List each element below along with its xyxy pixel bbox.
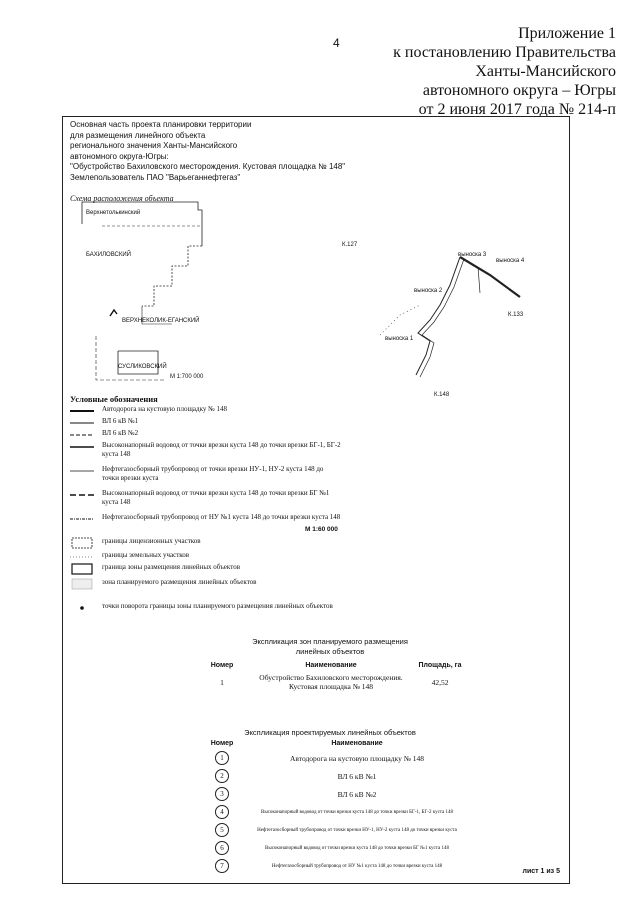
cluster-label: К.127 bbox=[342, 242, 358, 248]
table1-title-line: линейных объектов bbox=[295, 647, 365, 656]
table2-cell-name: ВЛ 6 кВ №2 bbox=[337, 789, 377, 799]
row-number-circle: 3 bbox=[215, 787, 229, 801]
legend-text: Автодорога на кустовую площадку № 148 bbox=[102, 405, 228, 413]
overview-scheme bbox=[62, 196, 242, 386]
table1-title bbox=[200, 637, 460, 657]
legend-symbol bbox=[70, 563, 94, 575]
legend-symbol bbox=[70, 517, 94, 521]
sheet-number: лист 1 из 5 bbox=[522, 868, 560, 875]
legend-title: Условные обозначения bbox=[70, 394, 158, 404]
legend-symbol bbox=[70, 555, 94, 559]
callout-label: выноска 2 bbox=[414, 288, 443, 294]
row-number-circle: 5 bbox=[215, 823, 229, 837]
legend-item bbox=[70, 563, 342, 572]
table-row bbox=[196, 749, 466, 767]
legend-item bbox=[70, 417, 342, 426]
map-label: БАХИЛОВСКИЙ bbox=[86, 252, 131, 258]
row-number-circle: 2 bbox=[215, 769, 229, 783]
legend-symbol bbox=[70, 421, 94, 425]
table-row bbox=[196, 803, 466, 821]
header-line: "Обустройство Бахиловского месторождения. Кустовая площадка № 148" bbox=[70, 162, 346, 171]
appendix-line: Приложение 1 bbox=[518, 25, 616, 42]
table1-header-name: Наименование bbox=[305, 662, 357, 669]
map-label: ВЕРХНЕКОЛИК-ЕГАНСКИЙ bbox=[122, 318, 200, 324]
legend-text: границы земельных участков bbox=[102, 551, 190, 559]
legend-text: ВЛ 6 кВ №1 bbox=[102, 417, 139, 425]
legend-symbol bbox=[70, 409, 94, 413]
table-row bbox=[196, 821, 466, 839]
cluster-label: К.148 bbox=[434, 392, 450, 398]
legend-item bbox=[70, 537, 342, 546]
boundary-line bbox=[380, 305, 420, 335]
row-number-circle: 6 bbox=[215, 841, 229, 855]
callout-label: выноска 4 bbox=[496, 258, 525, 264]
table-row bbox=[196, 671, 466, 693]
table2-cell-name: ВЛ 6 кВ №1 bbox=[337, 771, 377, 781]
object-marker bbox=[110, 310, 117, 316]
header-line: автономного округа-Югры: bbox=[70, 151, 169, 161]
legend-symbol bbox=[70, 604, 94, 612]
callout-label: выноска 1 bbox=[385, 336, 414, 342]
legend-item bbox=[70, 465, 342, 483]
table1-cell-name: Обустройство Бахиловского месторождения. Кустовая площадка № 148 bbox=[259, 673, 403, 691]
table1-title-line: Экспликация зон планируемого размещения bbox=[252, 637, 408, 646]
row-number-circle: 1 bbox=[215, 751, 229, 765]
legend-item bbox=[70, 405, 342, 414]
zones-table bbox=[196, 660, 466, 693]
callout-label: выноска 3 bbox=[458, 252, 487, 258]
legend-item bbox=[70, 441, 342, 459]
legend-text: точки поворота границы зоны планируемого размещения линейных объектов bbox=[102, 602, 333, 610]
map-label: СУСЛИКОВСКИЙ bbox=[118, 364, 167, 370]
boundary-line bbox=[118, 351, 158, 374]
legend-item bbox=[70, 551, 342, 560]
header-line: Основная часть проекта планировки территории bbox=[70, 120, 252, 129]
table2-cell-name: Высоконапорный водовод от точки врезки куста 148 до точки врезки БГ-1, БГ-2 куста 148 bbox=[260, 809, 454, 815]
appendix-line: к постановлению Правительства bbox=[393, 44, 616, 61]
legend-symbol bbox=[70, 445, 94, 449]
legend-text: границы лицензионных участков bbox=[102, 537, 201, 545]
legend-text: Нефтегазосборный трубопровод от НУ №1 куста 148 до точки врезки куста 148 bbox=[102, 513, 341, 521]
pipeline-line bbox=[420, 259, 464, 377]
table2-cell-name: Нефтегазосборный трубопровод от НУ №1 куста 148 до точки врезки куста 148 bbox=[271, 863, 443, 869]
table2-header-name: Наименование bbox=[331, 740, 383, 747]
table2-cell-name: Высоконапорный водовод от точки врезки куста 148 до точки врезки БГ №1 куста 148 bbox=[265, 845, 449, 851]
table1-cell-area: 42,52 bbox=[431, 677, 449, 687]
location-map bbox=[360, 245, 560, 405]
legend-item bbox=[70, 578, 342, 587]
table2-cell-name: Нефтегазосборный трубопровод от точки врезки НУ-1, НУ-2 куста 148 до точки врезки куста bbox=[257, 827, 457, 833]
legend-symbol bbox=[70, 537, 94, 549]
table2-title: Экспликация проектируемых линейных объектов bbox=[244, 728, 416, 737]
scheme-title: Схема расположения объекта bbox=[70, 194, 174, 203]
row-number-circle: 7 bbox=[215, 859, 229, 873]
map-label: Верхнетолькинский bbox=[86, 210, 141, 216]
header-line: Землепользователь ПАО "Варьеганнефтегаз" bbox=[70, 172, 241, 182]
legend-text: зона планируемого размещения линейных объектов bbox=[102, 578, 257, 586]
table-row bbox=[196, 767, 466, 785]
header-line: регионального значения Ханты-Мансийского bbox=[70, 141, 238, 150]
legend-text: Нефтегазосборный трубопровод от точки врезки НУ-1, НУ-2 куста 148 до точки врезки куста bbox=[102, 465, 324, 482]
legend-text: Высоконапорный водовод от точки врезки куста 148 до точки врезки БГ №1 куста 148 bbox=[102, 489, 330, 506]
row-number-circle: 4 bbox=[215, 805, 229, 819]
legend-item bbox=[70, 429, 342, 438]
project-header bbox=[70, 120, 345, 183]
table-row bbox=[196, 857, 466, 875]
table1-header-area: Площадь, га bbox=[418, 662, 462, 669]
appendix-line: автономного округа – Югры bbox=[422, 82, 616, 99]
table1-cell-num: 1 bbox=[220, 677, 224, 687]
scheme-scale: М 1:700 000 bbox=[170, 374, 204, 380]
legend-symbol bbox=[70, 433, 94, 437]
appendix-line: Ханты-Мансийского bbox=[475, 63, 616, 80]
legend-symbol bbox=[70, 493, 94, 497]
page-number: 4 bbox=[333, 36, 340, 50]
objects-table bbox=[196, 738, 466, 875]
table-row bbox=[196, 785, 466, 803]
table2-header-num: Номер bbox=[210, 740, 234, 747]
table1-header-num: Номер bbox=[210, 662, 234, 669]
header-line: для размещения линейного объекта bbox=[70, 130, 206, 140]
legend-symbol bbox=[70, 469, 94, 473]
map-scale: М 1:60 000 bbox=[305, 526, 338, 533]
legend-item bbox=[70, 602, 342, 611]
legend-item bbox=[70, 513, 342, 522]
boundary-line bbox=[82, 202, 202, 246]
legend-text: Высоконапорный водовод от точки врезки куста 148 до точки врезки БГ-1, БГ-2 куста 148 bbox=[102, 441, 341, 458]
branch-line bbox=[478, 267, 480, 293]
boundary-line bbox=[142, 246, 202, 306]
appendix-block bbox=[393, 24, 616, 119]
table2-cell-name: Автодорога на кустовую площадку № 148 bbox=[290, 753, 424, 763]
appendix-line: от 2 июня 2017 года № 214-п bbox=[418, 101, 616, 118]
legend-text: ВЛ 6 кВ №2 bbox=[102, 429, 139, 437]
cluster-label: К.133 bbox=[508, 312, 524, 318]
legend-text: граница зоны размещения линейных объектов bbox=[102, 563, 240, 571]
boundary-line bbox=[96, 336, 166, 380]
legend-item bbox=[70, 489, 342, 507]
legend-symbol bbox=[70, 578, 94, 590]
table-row bbox=[196, 839, 466, 857]
